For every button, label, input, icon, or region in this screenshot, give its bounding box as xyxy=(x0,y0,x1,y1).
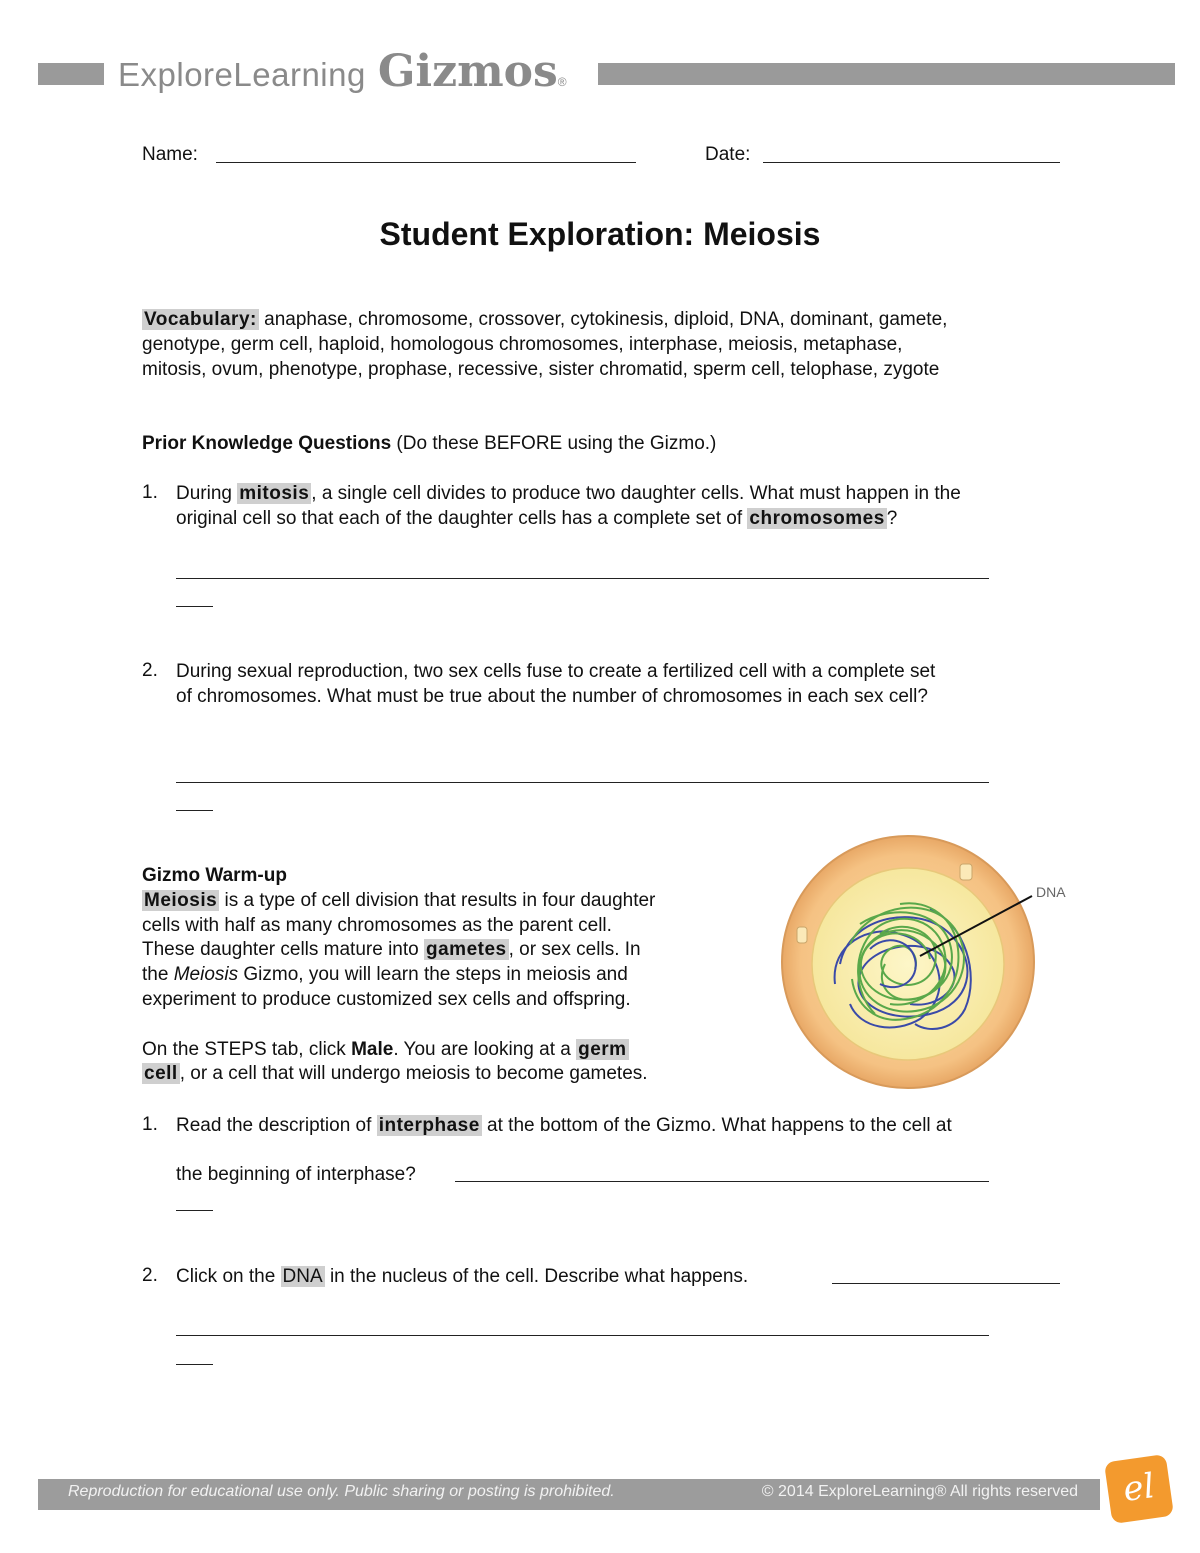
vocabulary-label: Vocabulary: xyxy=(144,309,257,330)
warmup-p2-c: , or a cell that will undergo meiosis to become gametes. xyxy=(179,1063,648,1085)
date-field[interactable] xyxy=(763,142,1060,163)
warmup-q2-number: 2. xyxy=(142,1265,158,1286)
warmup-p1-e: the xyxy=(142,964,174,986)
footer-bar xyxy=(38,1479,1100,1510)
prior-q1-answer-tail[interactable] xyxy=(176,588,213,607)
page-title: Student Exploration: Meiosis xyxy=(379,216,821,252)
warmup-q1-b: at the bottom of the Gizmo. What happens to the cell at xyxy=(481,1115,952,1136)
prior-q1-d: ? xyxy=(886,508,898,529)
prior-q2-line1: During sexual reproduction, two sex cells fuse to create a fertilized cell with a complete set xyxy=(176,661,936,682)
brand-gizmos: Gizmos xyxy=(377,46,558,97)
prior-heading-note: (Do these BEFORE using the Gizmo.) xyxy=(391,433,717,454)
prior-heading-bold: Prior Knowledge Questions xyxy=(142,433,392,454)
term-chromosomes: chromosomes xyxy=(749,508,885,529)
vocabulary-text-1: anaphase, chromosome, crossover, cytokinesis, diploid, DNA, dominant, gamete, xyxy=(258,309,948,330)
warmup-q1-answer-line[interactable] xyxy=(455,1163,989,1182)
warmup-p2-male: Male xyxy=(351,1038,394,1060)
prior-q2-line2: of chromosomes. What must be true about the number of chromosomes in each sex cell? xyxy=(176,686,928,707)
warmup-p1-c: These daughter cells mature into xyxy=(142,939,424,961)
warmup-p1-gizmo-name: Meiosis xyxy=(173,964,239,986)
germ-cell-figure xyxy=(780,834,1080,1094)
warmup-p2-a: On the STEPS tab, click xyxy=(142,1038,352,1060)
term-mitosis: mitosis xyxy=(239,483,310,504)
term-dna: DNA xyxy=(282,1266,323,1287)
name-field[interactable] xyxy=(216,142,636,163)
explorelearning-logo: el xyxy=(1104,1454,1174,1524)
warmup-p1-f: Gizmo, you will learn the steps in meiosis and xyxy=(238,964,628,986)
prior-q1-b: , a single cell divides to produce two daughter cells. What must happen in the xyxy=(311,483,961,504)
prior-q1-c: original cell so that each of the daughter cells has a complete set of xyxy=(176,508,748,529)
footer-disclaimer: Reproduction for educational use only. Public sharing or posting is prohibited. xyxy=(68,1483,615,1500)
warmup-q1-line2: the beginning of interphase? xyxy=(176,1164,416,1185)
centriole-1 xyxy=(960,864,972,880)
warmup-q1-a: Read the description of xyxy=(176,1115,377,1136)
prior-q1-a: During xyxy=(176,483,238,504)
name-label: Name: xyxy=(142,144,198,165)
header-bar-left xyxy=(38,63,104,85)
warmup-heading: Gizmo Warm-up xyxy=(142,865,287,886)
term-meiosis: Meiosis xyxy=(144,889,218,911)
footer-copyright: © 2014 ExploreLearning® All rights reserved xyxy=(761,1483,1078,1500)
prior-q2-answer-tail[interactable] xyxy=(176,792,213,811)
warmup-q2-answer-line[interactable] xyxy=(176,1317,989,1336)
term-cell: cell xyxy=(144,1063,178,1085)
warmup-p1-d: , or sex cells. In xyxy=(508,939,641,961)
warmup-p1-b: cells with half as many chromosomes as the parent cell. xyxy=(142,914,612,936)
vocabulary-line-3: mitosis, ovum, phenotype, prophase, recessive, sister chromatid, sperm cell, telophase, zygote xyxy=(142,359,940,380)
term-gametes: gametes xyxy=(426,939,507,961)
vocabulary-line-1 xyxy=(142,307,1102,332)
dna-label: DNA xyxy=(1036,884,1066,900)
prior-q1-text xyxy=(176,481,1076,531)
warmup-q1-text xyxy=(176,1113,1076,1138)
prior-knowledge-heading xyxy=(142,431,716,456)
warmup-p1-g: experiment to produce customized sex cells and offspring. xyxy=(142,988,631,1010)
vocabulary-block xyxy=(142,307,1102,382)
warmup-p2-b: . You are looking at a xyxy=(393,1038,577,1060)
date-label: Date: xyxy=(705,144,751,165)
prior-q1-answer-line[interactable] xyxy=(176,560,989,579)
warmup-p1-a: is a type of cell division that results in four daughter xyxy=(219,889,656,911)
header-bar-right xyxy=(598,63,1175,85)
warmup-q2-b: in the nucleus of the cell. Describe what happens. xyxy=(324,1266,749,1287)
brand-registered: ® xyxy=(557,75,567,89)
warmup-q1-number: 1. xyxy=(142,1114,158,1135)
prior-q2-number: 2. xyxy=(142,660,158,681)
term-germ: germ xyxy=(578,1038,627,1060)
centriole-2 xyxy=(797,927,807,943)
prior-q2-answer-line[interactable] xyxy=(176,764,989,783)
warmup-q2-answer-inline[interactable] xyxy=(832,1265,1060,1284)
prior-q1-number: 1. xyxy=(142,482,158,503)
brand-logo xyxy=(118,46,567,102)
warmup-q2-answer-tail[interactable] xyxy=(176,1346,213,1365)
warmup-q1-answer-tail[interactable] xyxy=(176,1192,213,1211)
warmup-q2-text xyxy=(176,1264,836,1289)
brand-explorelearning: ExploreLearning xyxy=(118,56,366,93)
term-interphase: interphase xyxy=(378,1115,480,1136)
warmup-q2-a: Click on the xyxy=(176,1266,281,1287)
warmup-block xyxy=(142,864,752,1087)
vocabulary-line-2: genotype, germ cell, haploid, homologous chromosomes, interphase, meiosis, metaphase, xyxy=(142,334,903,355)
prior-q2-text xyxy=(176,659,1076,709)
